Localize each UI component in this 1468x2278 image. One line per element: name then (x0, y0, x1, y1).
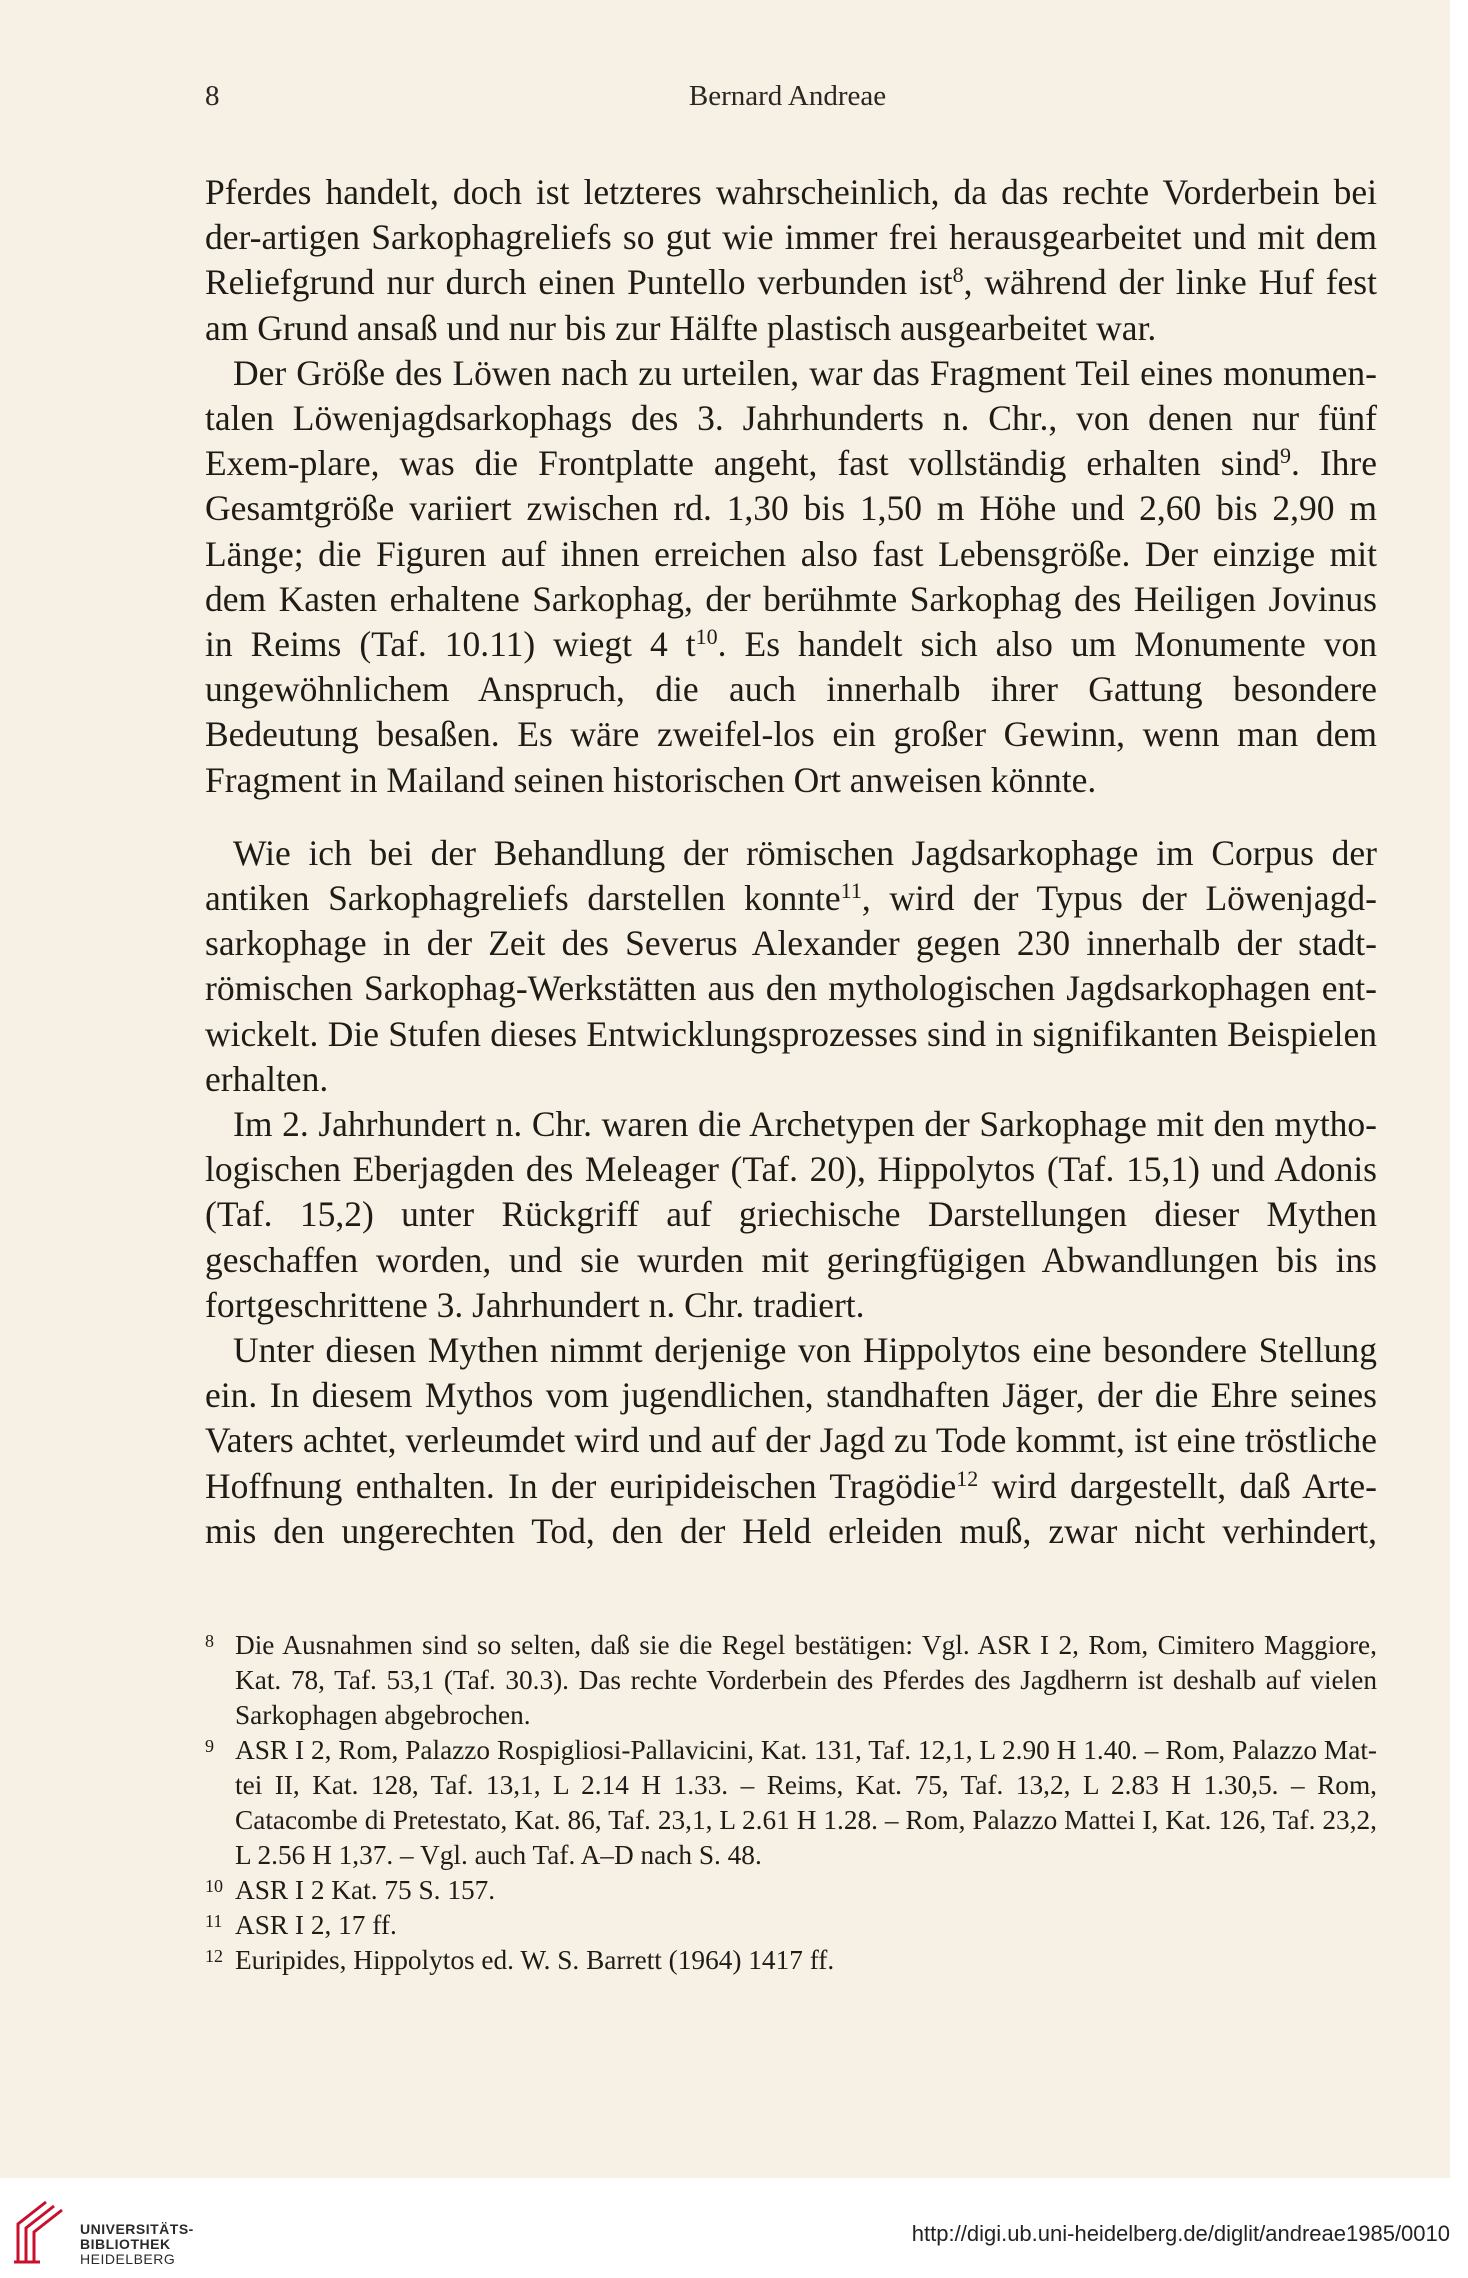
paragraph-3: Wie ich bei der Behandlung der römischen Jagdsarkophage im Corpus der antiken Sarkophagreliefs darstellen konnte$^{11}$, wird der Typus der Löwenjagd-sarkophage in der Zeit des Severus Alexander gegen 230 innerhalb der stadt-römischen Sarkophag-Werkstätten aus den mythologischen Jagdsarkophagen ent-wickelt. Die Stufen dieses Entwicklungsprozesses sind in signifikanten Beispielen erhalten. (205, 832, 1377, 1099)
footnote-ref-12: 12 (956, 1465, 979, 1491)
page-number: 8 (205, 80, 220, 112)
footnote: 10 ASR I 2 Kat. 75 S. 157. (205, 1875, 496, 1905)
library-logo-text: UNIVERSITÄTS- BIBLIOTHEK HEIDELBERG (80, 2221, 194, 2267)
paragraph-5: Unter diesen Mythen nimmt derjenige von Hippolytos eine besondere Stellung ein. In diesem Mythos vom jugendlichen, standhaften Jäger, der die Ehre seines Vaters achtet, verleumdet wird und auf der Jagd zu Tode kommt, ist eine tröstliche Hoffnung enthalten. In der euripideischen Tragödie$^{12}$ wird dargestellt, daß Arte-mis den ungerechten Tod, den der Held erleiden muß, zwar nicht verhindert, (205, 1330, 1377, 1551)
paragraph-4: Im 2. Jahrhundert n. Chr. waren die Archetypen der Sarkophage mit den mytho-logischen Eberjagden des Meleager (Taf. 20), Hippolytos (Taf. 15,1) und Adonis (Taf. 15,2) unter Rückgriff auf griechische Darstellungen dieser Mythen geschaffen worden, und sie wurden mit geringfügigen Abwandlungen bis ins fortgeschrittene 3. Jahrhundert n. Chr. tradiert. (205, 1104, 1377, 1325)
footnote-ref-9: 9 (1279, 443, 1291, 469)
running-head-author: Bernard Andreae (688, 80, 887, 112)
source-url-link[interactable]: http://digi.ub.uni-heidelberg.de/diglit/andreae1985/0010 (911, 2221, 1450, 2246)
footnotes (205, 1628, 1377, 1978)
main-text (205, 170, 1377, 1554)
paragraph-1: Pferdes handelt, doch ist letzteres wahrscheinlich, da das rechte Vorderbein bei der-artigen Sarkophagreliefs so gut wie immer frei herausgearbeitet und mit dem Reliefgrund nur durch einen Puntello verbunden ist$^8$, während der linke Huf fest am Grund ansaß und nur bis zur Hälfte plastisch ausgearbeitet war. (205, 172, 1377, 348)
footnote: 8 Die Ausnahmen sind so selten, daß sie die Regel bestätigen: Vgl. ASR I 2, Rom, Cimitero Maggiore, Kat. 78, Taf. 53,1 (Taf. 30.3). Das rechte Vorderbein des Pferdes des Jagdherrn ist deshalb auf vielen Sarkophagen abgebrochen. (205, 1630, 1377, 1730)
footnote: 12 Euripides, Hippolytos ed. W. S. Barrett (1964) 1417 ff. (205, 1945, 835, 1975)
footnote-ref-8: 8 (952, 262, 964, 288)
footnote-ref-10: 10 (695, 623, 718, 649)
footnote: 11 ASR I 2, 17 ff. (205, 1910, 397, 1940)
footnote: 9 ASR I 2, Rom, Palazzo Rospigliosi-Pallavicini, Kat. 131, Taf. 12,1, L 2.90 H 1.40. – Rom, Palazzo Mat-tei II, Kat. 128, Taf. 13,1, L 2.14 H 1.33. – Reims, Kat. 75, Taf. 13,2, L 2.83 H 1.30,5. – Rom, Catacombe di Pretestato, Kat. 86, Taf. 23,1, L 2.61 H 1.28. – Rom, Palazzo Mattei I, Kat. 126, Taf. 23,2, L 2.56 H 1,37. – Vgl. auch Taf. A–D nach S. 48. (205, 1735, 1377, 1870)
university-library-logo-icon (10, 2196, 72, 2266)
running-header (200, 80, 1375, 120)
paragraph-2: Der Größe des Löwen nach zu urteilen, war das Fragment Teil eines monumen-talen Löwenjagdsarkophags des 3. Jahrhunderts n. Chr., von denen nur fünf Exem-plare, was die Frontplatte angeht, fast vollständig erhalten sind$^9$. Ihre Gesamtgröße variiert zwischen rd. 1,30 bis 1,50 m Höhe und 2,60 bis 2,90 m Länge; die Figuren auf ihnen erreichen also fast Lebensgröße. Der einzige mit dem Kasten erhaltene Sarkophag, der berühmte Sarkophag des Heiligen Jovinus in Reims (Taf. 10.11) wiegt 4 $t^{10}$. Es handelt sich also um Monumente von ungewöhnlichem Anspruch, die auch innerhalb ihrer Gattung besondere Bedeutung besaßen. Es wäre zweifel-los ein großer Gewinn, wenn man dem Fragment in Mailand seinen historischen Ort anweisen könnte. (205, 352, 1377, 800)
footnote-ref-11: 11 (840, 877, 862, 903)
